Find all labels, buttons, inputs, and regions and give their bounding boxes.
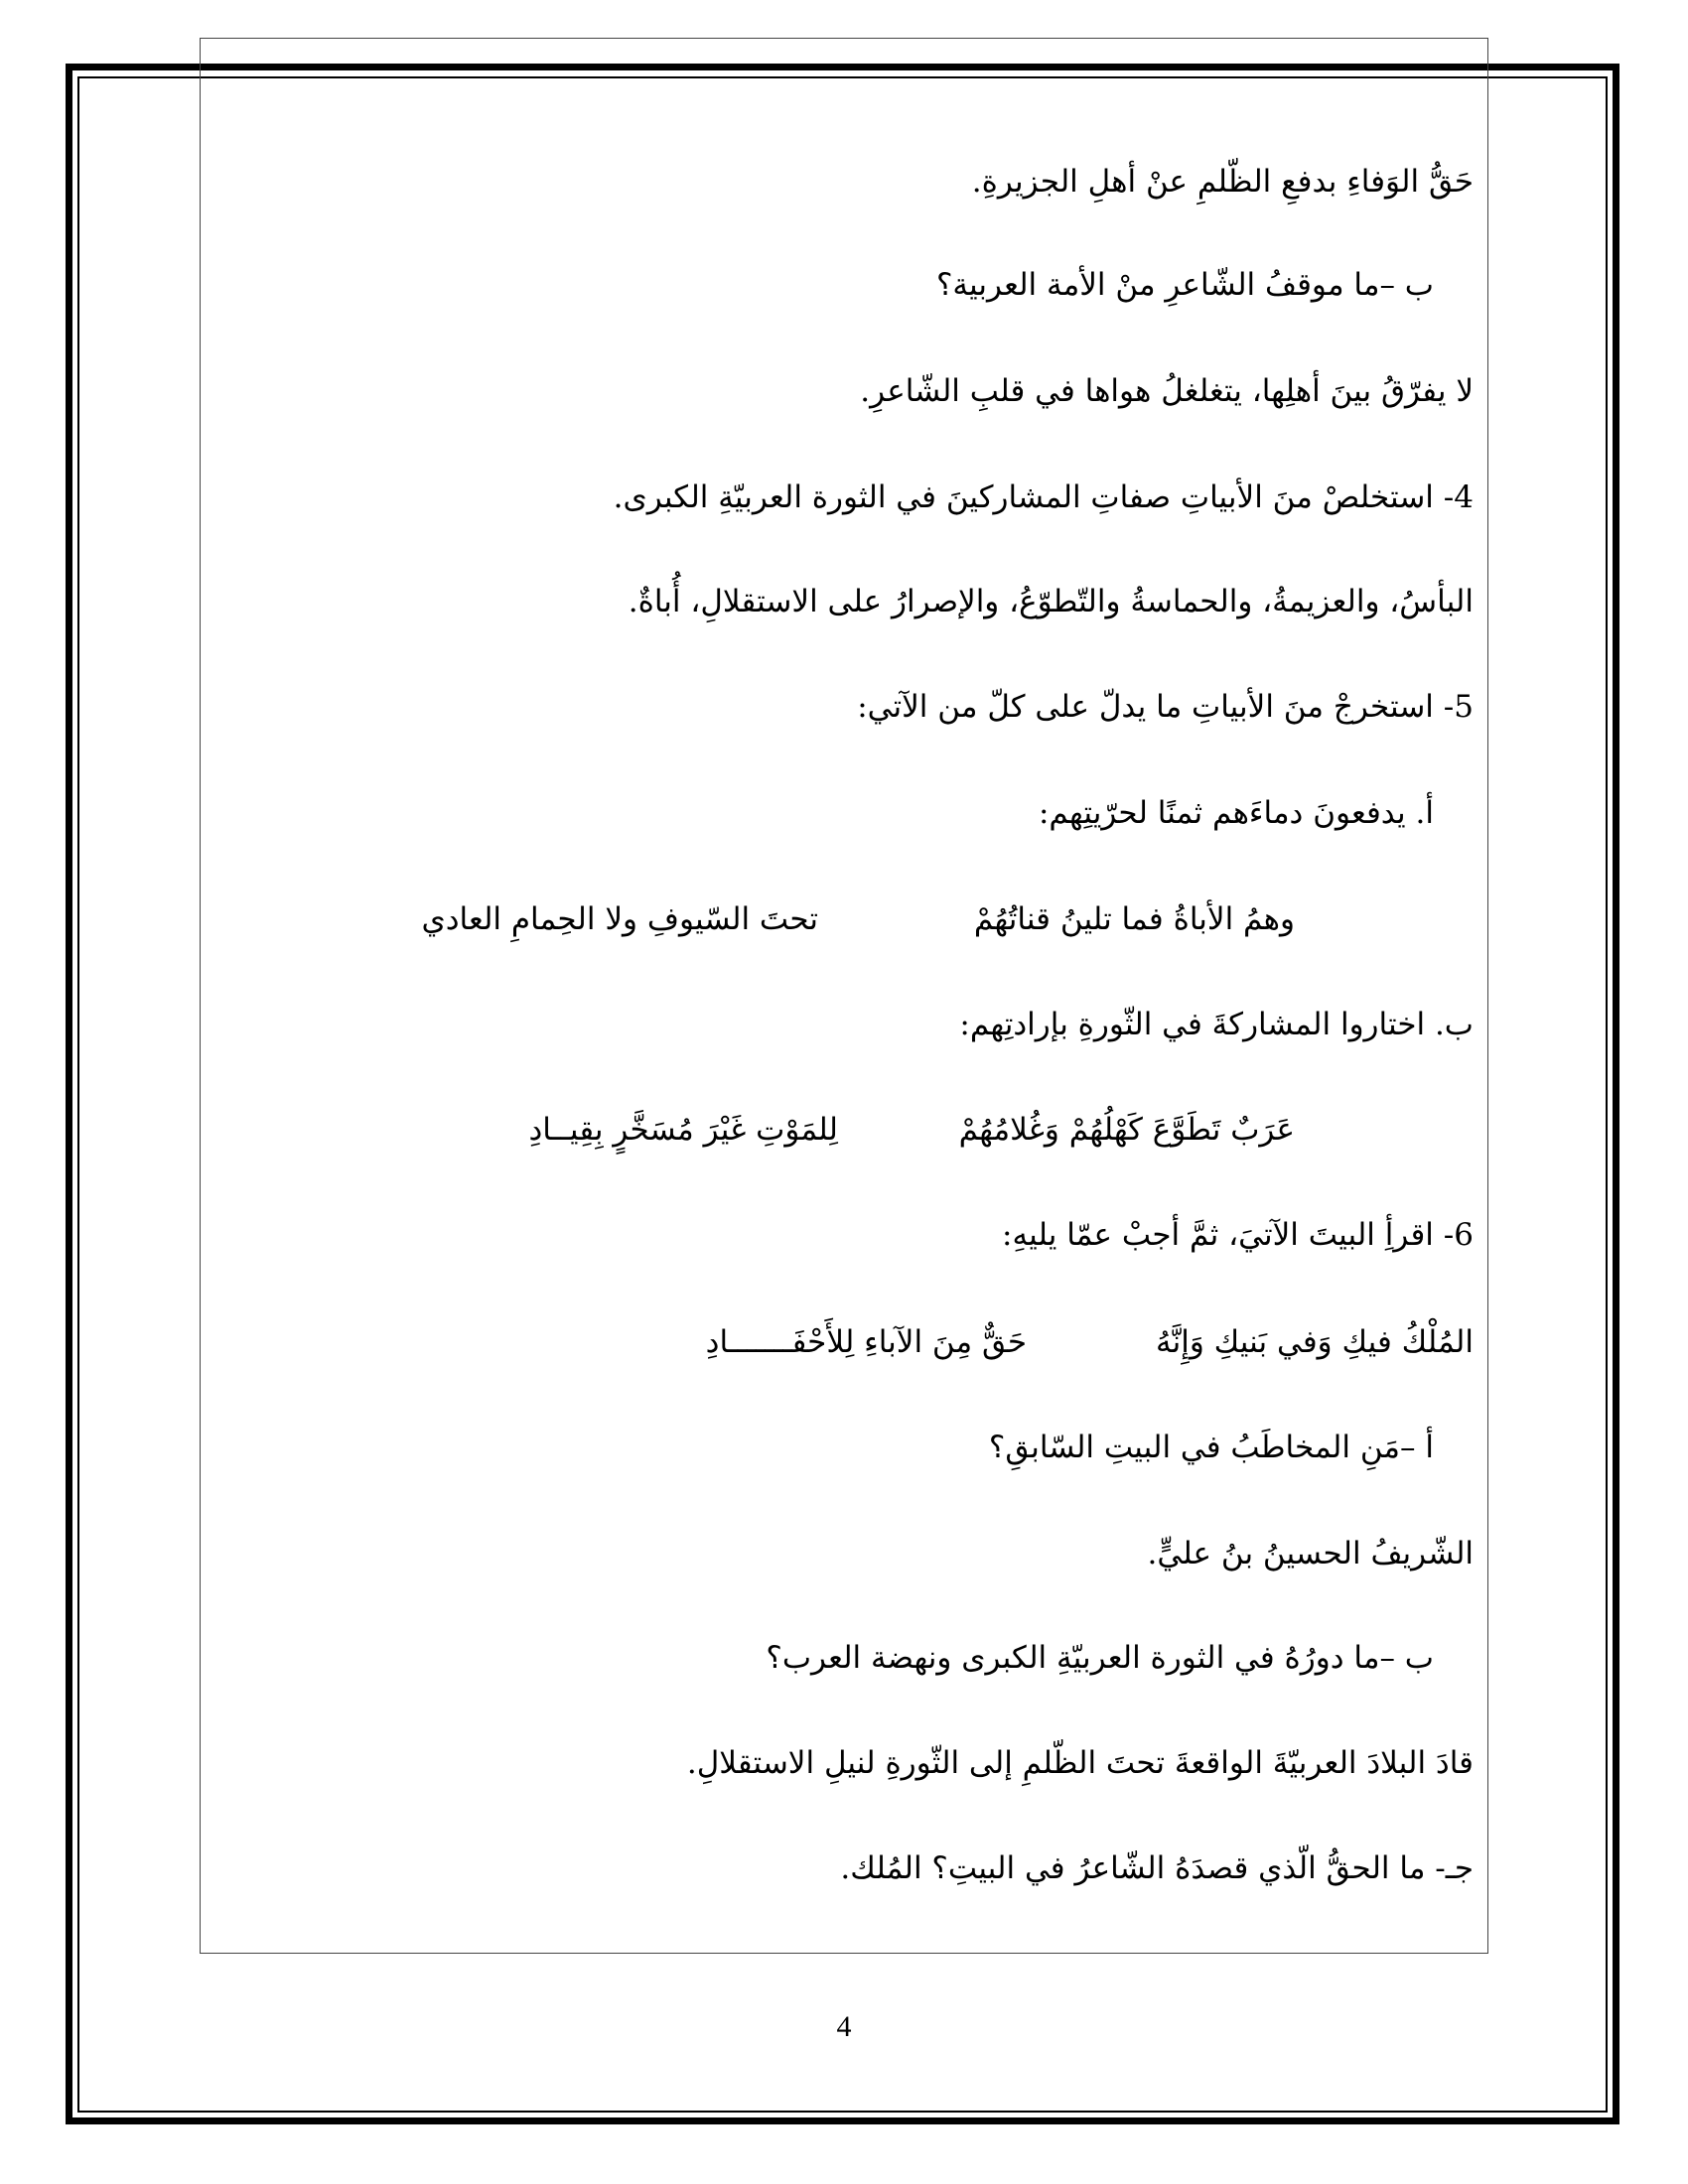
sub-question-c: جـ- ما الحقُّ الّذي قصدَهُ الشّاعرُ في البيتِ؟ المُلك. xyxy=(840,1850,1474,1886)
poetry-verse xyxy=(200,899,1474,939)
verse-second-hemistich: حَقٌّ مِنَ الآباءِ لِلأَحْفَـــــــادِ xyxy=(705,1324,1027,1360)
answer-line: حَقُّ الوَفاءِ بدفعِ الظّلمِ عنْ أهلِ الجزيرةِ. xyxy=(971,164,1474,200)
sub-question-a: أ. يدفعونَ دماءَهم ثمنًا لحرّيتِهم: xyxy=(1038,795,1434,831)
worksheet-content xyxy=(200,38,1488,1954)
poetry-verse xyxy=(200,1322,1474,1362)
answer-line: قادَ البلادَ العربيّةَ الواقعةَ تحتَ الظّلمِ إلى الثّورةِ لنيلِ الاستقلالِ. xyxy=(686,1745,1474,1781)
question-6: 6- اقرأِ البيتَ الآتيَ، ثمَّ أجبْ عمّا يليهِ: xyxy=(1002,1217,1474,1253)
sub-question-b: ب –ما دورُهُ في الثورة العربيّةِ الكبرى ونهضة العرب؟ xyxy=(766,1640,1434,1676)
question-4: 4- استخلصْ منَ الأبياتِ صفاتِ المشاركينَ في الثورة العربيّةِ الكبرى. xyxy=(613,479,1474,515)
verse-second-hemistich: تحتَ السّيوفِ ولا الحِمامِ العادي xyxy=(421,901,818,937)
question-b: ب –ما موقفُ الشّاعرِ منْ الأمة العربية؟ xyxy=(935,267,1434,303)
verse-first-hemistich: عَرَبٌ تَطَوَّعَ كَهْلُهُمْ وَغُلامُهُمْ xyxy=(958,1112,1295,1148)
page-number: 4 xyxy=(836,2010,852,2043)
answer-line: لا يفرّقُ بينَ أهلِها، يتغلغلُ هواها في قلبِ الشّاعرِ. xyxy=(860,373,1474,409)
verse-second-hemistich: لِلمَوْتِ غَيْرَ مُسَخَّرٍ بِقِيــادِ xyxy=(528,1112,838,1148)
answer-line: الشّريفُ الحسينُ بنُ عليٍّ. xyxy=(1147,1536,1474,1571)
poetry-verse xyxy=(200,1110,1474,1150)
sub-question-b: ب. اختاروا المشاركةَ في الثّورةِ بإرادتِهم: xyxy=(959,1007,1474,1042)
sub-question-a: أ –مَنِ المخاطَبُ في البيتِ السّابقِ؟ xyxy=(988,1430,1434,1465)
answer-line: البأسُ، والعزيمةُ، والحماسةُ والتّطوّعُ، والإصرارُ على الاستقلالِ، أُباةٌ. xyxy=(628,584,1474,619)
verse-first-hemistich: وهمُ الأباةُ فما تلينُ قناتُهُمْ xyxy=(973,901,1295,937)
verse-first-hemistich: المُلْكُ فيكِ وَفي بَنيكِ وَإِنَّهُ xyxy=(1155,1324,1474,1360)
question-5: 5- استخرجْ منَ الأبياتِ ما يدلّ على كلّ من الآتي: xyxy=(857,689,1474,725)
